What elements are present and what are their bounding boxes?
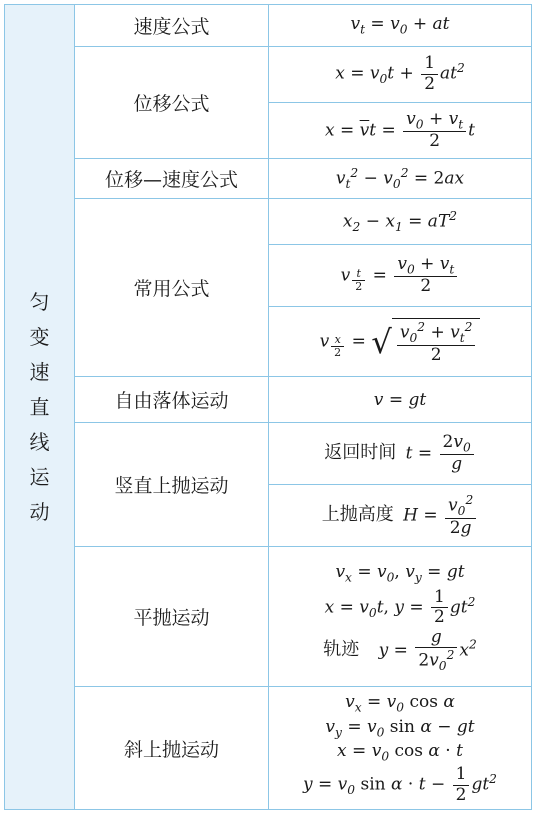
row-vertical-up-1 (5, 423, 532, 485)
displacement-formula-eq-2: $x = \overline{v}t$ = $\frac{v_0 + v_t}{2}$ t (269, 103, 532, 159)
row-velocity-formula (5, 5, 532, 47)
common-formula-eq-2: v $_{\frac{t}{2}}$ = $\frac{v_0 + v_t}{2}$ (269, 245, 532, 307)
displacement-formula-eq-1: $x = v_0t$ + $\frac{1}{2}$ $at^2$ (269, 47, 532, 103)
projectile-formula-name: 平抛运动 (75, 547, 269, 687)
trajectory-label: 轨迹 (323, 639, 360, 661)
common-formula-eq-3: v $_{\frac{x}{2}}$ = √ $\frac{v_0^2 + v_t^2}{2}$ (269, 307, 532, 377)
row-projectile (5, 547, 532, 687)
oblique-eq-line-1: $v_x = v_0$ cos α (345, 691, 455, 714)
freefall-formula-eq: v = gt (269, 377, 532, 423)
freefall-formula-name: 自由落体运动 (75, 377, 269, 423)
projectile-formula-eq (269, 547, 532, 687)
vertical-up-formula-eq-2: 上抛高度 H = $\frac{v_0^2}{2g}$ (269, 485, 532, 547)
common-formula-eq-1: $x_2 - x_1 = aT^2$ (269, 199, 532, 245)
row-displacement-1 (5, 47, 532, 103)
displacement-velocity-formula-eq: $v_t^2 - v_0^2 = 2ax$ (269, 159, 532, 199)
projectile-eq-line-1: $v_x = v_0$, $v_y$ = gt (335, 562, 465, 585)
velocity-formula-eq: $v_t = v_0$ + at (269, 5, 532, 47)
vertical-up-formula-name: 竖直上抛运动 (75, 423, 269, 547)
row-freefall (5, 377, 532, 423)
oblique-eq-line-4: $y = v_0$ sin α · t − $\frac{1}{2}$ $gt^2$ (303, 764, 497, 805)
oblique-formula-name: 斜上抛运动 (75, 687, 269, 810)
formula-sheet (4, 4, 531, 809)
oblique-eq-line-2: $v_y = v_0$ sin α − gt (325, 716, 475, 739)
oblique-formula-eq (269, 687, 532, 810)
projectile-eq-line-2: $x = v_0t$, y = $\frac{1}{2}$ $gt^2$ (324, 586, 476, 628)
velocity-formula-name: 速度公式 (75, 5, 269, 47)
oblique-eq-line-3: $x = v_0$ cos α · t (337, 741, 463, 764)
common-formula-name: 常用公式 (75, 199, 269, 377)
formula-table (4, 4, 532, 810)
row-common-1 (5, 199, 532, 245)
side-label: 匀变速直线运动 (29, 289, 50, 524)
height-label: 上抛高度 (321, 504, 394, 525)
vertical-up-formula-eq-1: 返回时间 t = $\frac{2v_0}{g}$ (269, 423, 532, 485)
row-displacement-velocity (5, 159, 532, 199)
return-time-label: 返回时间 (324, 442, 397, 463)
displacement-velocity-formula-name: 位移—速度公式 (75, 159, 269, 199)
row-oblique (5, 687, 532, 810)
projectile-eq-line-3: 轨迹 y = $\frac{g}{2v_0^2}$ $x^2$ (323, 626, 477, 674)
side-label-cell (5, 5, 75, 810)
displacement-formula-name: 位移公式 (75, 47, 269, 159)
